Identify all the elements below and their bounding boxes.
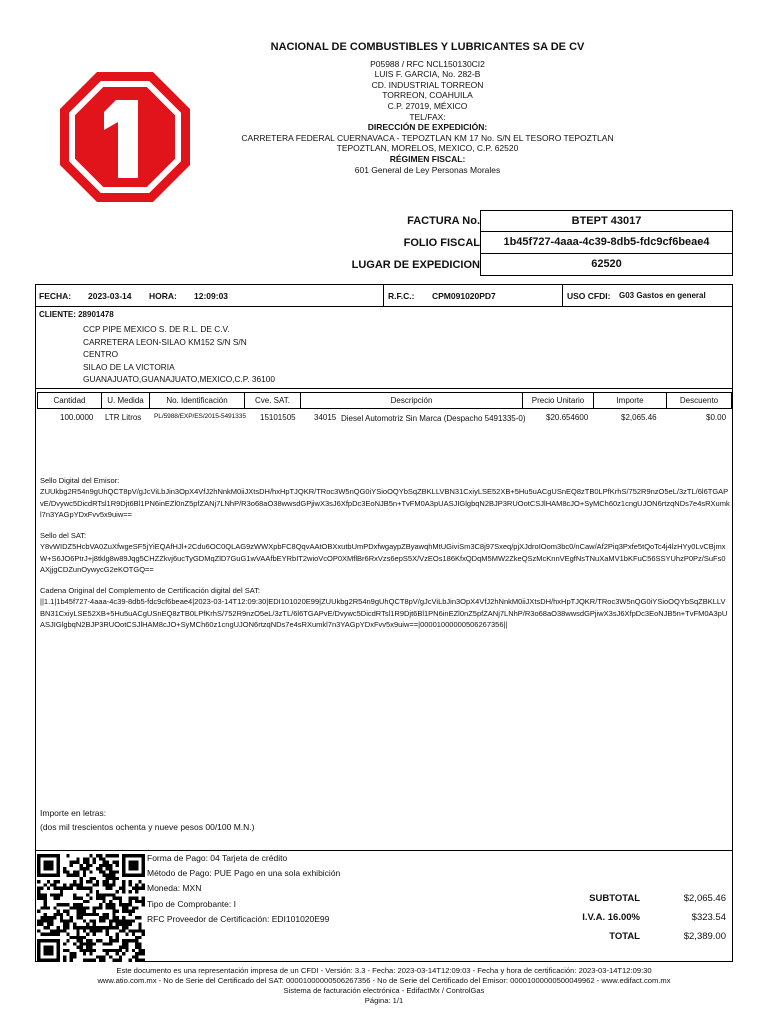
col-cantidad: Cantidad (37, 392, 102, 409)
issuer-name: NACIONAL DE COMBUSTIBLES Y LUBRICANTES SA DE CV (270, 41, 585, 53)
subtotal-value: $2,065.46 (683, 893, 726, 904)
forma-pago: Forma de Pago: 04 Tarjeta de crédito (147, 853, 288, 863)
col-importe: Importe (594, 392, 667, 409)
table-header (36, 392, 732, 409)
total-label: TOTAL (609, 931, 640, 942)
col-descuento: Descuento (667, 392, 732, 409)
col-cve-sat: Cve. SAT. (245, 392, 301, 409)
expedicion-line: CARRETERA FEDERAL CUERNAVACA - TEPOZTLAN KM 17 No. S/N EL TESORO TEPOZTLAN (241, 132, 614, 143)
divider (36, 850, 732, 851)
cell-cantidad: 100.0000 (60, 413, 94, 422)
regimen-label: RÉGIMEN FISCAL: (389, 153, 466, 164)
regimen-value: 601 General de Ley Personas Morales (354, 164, 501, 175)
uso-cfdi-value: G03 Gastos en general (619, 291, 706, 300)
issuer-line: LUIS F. GARCIA, No. 282-B (374, 69, 481, 80)
factura-label: FACTURA No. (407, 215, 480, 227)
expedicion-line: TEPOZTLAN, MORELOS, MEXICO, C.P. 62520 (336, 143, 519, 154)
sello-sat-label: Sello del SAT: (40, 531, 87, 540)
col-precio: Precio Unitario (523, 392, 594, 409)
cliente-line: CCP PIPE MEXICO S. DE R.L. DE C.V. (83, 324, 230, 334)
col-descripcion: Descripción (301, 392, 523, 409)
divider (562, 285, 563, 306)
hora-label: HORA: (149, 291, 177, 301)
subtotal-label: SUBTOTAL (589, 893, 640, 904)
cell-identificacion: PL/5988/EXP/ES/2015-5491335 (154, 413, 246, 420)
moneda: Moneda: MXN (147, 883, 202, 894)
sello-sat (40, 530, 730, 576)
hora-value: 12:09:03 (194, 291, 229, 301)
cell-descripcion: Diesel Automotriz Sin Marca (Despacho 5491335-0) (341, 414, 526, 423)
folio-fiscal-value: 1b45f727-4aaa-4c39-8db5-fdc9cf6beae4 (480, 232, 733, 254)
letras-label: Importe en letras: (40, 808, 107, 818)
cliente-line: CARRETERA LEON-SILAO KM152 S/N S/N (83, 336, 247, 347)
sello-emisor-label: Sello Digital del Emisor: (40, 476, 120, 485)
sello-sat-value: Y8vWIDZ5HcbVA0ZuXfwgeSF5jYiEQAfHJl+2Cdu6OC0QLAG9zWWXpbFC8QqvAAtOBXxutbUmPDxfwgaypZByawqhMtUGiviSm3C8j97Sxeq/pjXJdroIOom3bc0/nCaw/Af2Piq3Pxfe5tQoTc4j4lzHYy0LvCBjmxW+S6JO6PtrJ+j8tklg8w89Jqg5CHZZkvj6ucTyGDMqZlD7GuG1wVAAfbEYRbIT2wioVcOP0XMflBr6RxVzs6epS5X/VzEOs186KfxQDqM5MW2ZkeQSzMcKnnVEgfNsTNuXaMV1bKFuC56SSYUhzP0Pz/SuFs0AXjjgCDZunOywycG2eKOTGQ== (40, 542, 726, 575)
divider (383, 285, 384, 306)
cadena-label: Cadena Original del Complemento de Certificación digital del SAT: (40, 586, 260, 595)
col-unidad: U. Medida (102, 392, 150, 409)
letras-value: (dos mil trescientos ochenta y nueve pesos 00/100 M.N.) (40, 822, 255, 832)
issuer-line: TORREON, COAHUILA (382, 90, 473, 101)
cliente-line: CENTRO (83, 349, 119, 360)
folio-fiscal-label: FOLIO FISCAL (403, 237, 480, 249)
cell-precio: $20.654600 (546, 413, 589, 422)
sello-emisor (40, 475, 730, 521)
cell-descuento: $0.00 (706, 413, 727, 422)
cell-clave-prod: 34015 (314, 413, 337, 422)
issuer-line: TEL/FAX: (409, 111, 446, 122)
footer-line: www.atio.com.mx - No de Serie del Certificado del SAT: 00001000000506267356 - No de Serie del Certificado del Emisor: 00001000000500049962 - www.edifact.com.mx (97, 976, 671, 985)
concepts-area (35, 389, 733, 962)
metodo-pago: Método de Pago: PUE Pago en una sola exhibición (147, 868, 341, 879)
rfc-value: CPM091020PD7 (432, 291, 496, 301)
cell-importe: $2,065.46 (621, 413, 657, 422)
footer (0, 966, 768, 1006)
page-number: Página: 1/1 (364, 996, 404, 1005)
cell-unidad: LTR Litros (105, 413, 142, 422)
cliente-line: GUANAJUATO,GUANAJUATO,MEXICO,C.P. 36100 (83, 374, 275, 385)
rfc-proveedor: RFC Proveedor de Certificación: EDI101020E99 (147, 913, 330, 924)
issuer-line: CD. INDUSTRIAL TORREON (371, 79, 484, 90)
uso-cfdi-label: USO CFDI: (567, 291, 611, 301)
tipo-comprobante: Tipo de Comprobante: I (147, 898, 236, 909)
fecha-label: FECHA: (39, 291, 72, 301)
cadena-original (40, 585, 730, 631)
factura-number: BTEPT 43017 (480, 210, 733, 232)
lugar-value: 62520 (480, 254, 733, 276)
rfc-label: R.F.C.: (388, 291, 415, 301)
cadena-value: ||1.1|1b45f727-4aaa-4c39-8db5-fdc9cf6beae4|2023-03-14T12:09:30|EDI101020E99|ZUUkbg2R54n9gUhQCT8pV/gJcViLbJin3OpX4VfJ2hNnkM0iiJXtsDH/hxHpTJQKR/TRoc3W5nQG0iYSioOQYbSqZBKLLVBN31CxiyLSE52XB+5Hu5uACgUSnEQ8zTB0LPfKrhS/752R9nzO5eL/3zTL/6l6TGAPvE/Dvywc5DicdRTsl1R9Djt6Bl1PN6inEZl0nZ5pfZANj7LNhP/R3o68aO38wwsdGPjiwX3sJ6XfpDc3EoNJB5n+TvFM0A3pUASJIGlgbqN2BJP3RUOotCSJlHAM8cJO+SyMCh60z1cngUJON6rtzqNDs7e4sRXumkl7n3YAGpYDxFvv5x9uiw==|00001000000506267356|| (40, 597, 728, 630)
cliente-number: CLIENTE: 28901478 (39, 310, 114, 319)
fecha-value: 2023-03-14 (88, 291, 132, 301)
total-value: $2,389.00 (683, 931, 726, 942)
footer-line: Sistema de facturación electrónica - EdifactMx / ControlGas (283, 986, 485, 995)
totals-block (556, 893, 726, 950)
col-identificacion: No. Identificación (150, 392, 245, 409)
pago-block (147, 851, 340, 927)
fecha-bar (35, 284, 733, 307)
importe-letras (40, 806, 255, 834)
iva-label: I.V.A. 16.00% (582, 912, 640, 923)
cell-cve-sat: 15101505 (260, 413, 296, 422)
qr-code (37, 854, 145, 962)
iva-value: $323.54 (691, 912, 726, 923)
issuer-block (200, 42, 655, 175)
lugar-label: LUGAR DE EXPEDICION (351, 259, 480, 271)
expedicion-label: DIRECCIÓN DE EXPEDICIÓN: (367, 122, 488, 133)
issuer-line: C.P. 27019, MÉXICO (387, 100, 468, 111)
footer-line: Este documento es una representación impresa de un CFDI - Versión: 3.3 - Fecha: 2023-03-14T12:09:03 - Fecha y hora de certificación: 2023-03-14T12:09:30 (116, 966, 652, 975)
company-logo (58, 70, 192, 204)
cliente-line: SILAO DE LA VICTORIA (83, 361, 175, 372)
cliente-block (35, 307, 733, 389)
issuer-line: P05988 / RFC NCL150130CI2 (370, 58, 485, 69)
sello-emisor-value: ZUUkbg2R54n9gUhQCT8pV/gJcViLbJin3OpX4VfJ2hNnkM0iiJXtsDH/hxHpTJQKR/TRoc3W5nQG0iYSioOQYbSqZBKLLVBN31CxiyLSE52XB+5Hu5uACgUSnEQ8zTB0LPfKrhS/752R9nzO5eL/3zTL/6l6TGAPvE/Dvywc5DicdRTsl1R9Djt6Bl1PN6inEZl0nZ5pfZANj7LNhP/R3o68aO38wwsdGPjiwX3sJ6XfpDc3EoNJB5n+TvFM0A3pUASJIGlgbqN2BJP3RUOotCSJlHAM8cJO+SyMCh60z1cngUJON6rtzqNDs7e4sRXumkl7n3YAGpYDxFvv5x9uiw== (40, 487, 730, 520)
